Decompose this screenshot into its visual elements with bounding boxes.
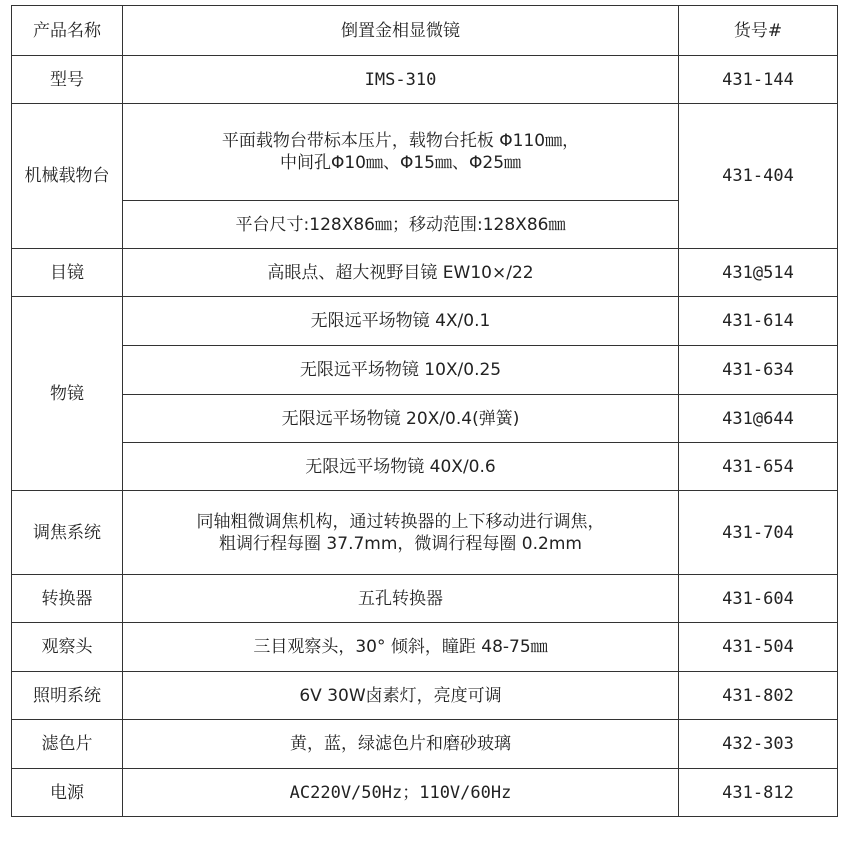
row-label-illumination: 照明系统 — [12, 672, 123, 720]
row-spec-objective: 无限远平场物镜 4X/0.1 — [123, 297, 679, 346]
header-row — [12, 6, 838, 56]
row-spec-objective: 无限远平场物镜 40X/0.6 — [123, 443, 679, 491]
row-code-objective: 431-654 — [679, 443, 838, 491]
spec-table — [11, 5, 838, 817]
table-row-objective — [12, 346, 838, 395]
row-label-power: 电源 — [12, 769, 123, 817]
row-spec-filter: 黄，蓝，绿滤色片和磨砂玻璃 — [123, 720, 679, 769]
table-row-eyepiece — [12, 249, 838, 297]
table-row-focus — [12, 491, 838, 575]
table-row-head — [12, 623, 838, 672]
row-label-objective: 物镜 — [12, 297, 123, 491]
table-row-objective — [12, 443, 838, 491]
header-item-number: 货号# — [679, 6, 838, 56]
row-code-objective: 431-614 — [679, 297, 838, 346]
row-spec-stage-size: 平台尺寸:128X86㎜；移动范围:128X86㎜ — [123, 201, 679, 249]
stage-spec-line-1: 平面载物台带标本压片，载物台托板 Φ110㎜， — [221, 131, 580, 151]
row-label-filter: 滤色片 — [12, 720, 123, 769]
row-code-objective: 431@644 — [679, 395, 838, 443]
table-row-filter — [12, 720, 838, 769]
table-row-stage — [12, 104, 838, 201]
table-row-nosepiece — [12, 575, 838, 623]
row-code-head: 431-504 — [679, 623, 838, 672]
row-spec-power: AC220V/50Hz；110V/60Hz — [123, 769, 679, 817]
table-row-model — [12, 56, 838, 104]
table-row-illumination — [12, 672, 838, 720]
row-code-filter: 432-303 — [679, 720, 838, 769]
stage-spec-line-2: 中间孔Φ10㎜、Φ15㎜、Φ25㎜ — [279, 153, 522, 173]
row-label-eyepiece: 目镜 — [12, 249, 123, 297]
row-code-model: 431-144 — [679, 56, 838, 104]
row-spec-illumination: 6V 30W卤素灯，亮度可调 — [123, 672, 679, 720]
row-spec-nosepiece: 五孔转换器 — [123, 575, 679, 623]
focus-spec-line-2: 粗调行程每圈 37.7mm，微调行程每圈 0.2mm — [219, 533, 582, 554]
table-row-power — [12, 769, 838, 817]
row-label-model: 型号 — [12, 56, 123, 104]
row-code-illumination: 431-802 — [679, 672, 838, 720]
focus-spec-line-1: 同轴粗微调焦机构，通过转换器的上下移动进行调焦， — [196, 511, 605, 532]
row-spec-objective: 无限远平场物镜 20X/0.4(弹簧) — [123, 395, 679, 443]
row-label-stage: 机械载物台 — [12, 104, 123, 249]
row-label-focus: 调焦系统 — [12, 491, 123, 575]
header-product-title: 倒置金相显微镜 — [123, 6, 679, 56]
row-code-stage: 431-404 — [679, 104, 838, 249]
header-product-name: 产品名称 — [12, 6, 123, 56]
table-row-objective — [12, 297, 838, 346]
row-spec-model: IMS-310 — [123, 56, 679, 104]
row-spec-eyepiece: 高眼点、超大视野目镜 EW10×/22 — [123, 249, 679, 297]
row-code-power: 431-812 — [679, 769, 838, 817]
table-row-objective — [12, 395, 838, 443]
row-code-focus: 431-704 — [679, 491, 838, 575]
row-code-nosepiece: 431-604 — [679, 575, 838, 623]
row-label-nosepiece: 转换器 — [12, 575, 123, 623]
row-spec-focus — [123, 491, 679, 575]
row-label-head: 观察头 — [12, 623, 123, 672]
row-spec-stage-main — [123, 104, 679, 201]
row-spec-objective: 无限远平场物镜 10X/0.25 — [123, 346, 679, 395]
row-spec-head: 三目观察头，30° 倾斜，瞳距 48-75㎜ — [123, 623, 679, 672]
row-code-objective: 431-634 — [679, 346, 838, 395]
row-code-eyepiece: 431@514 — [679, 249, 838, 297]
